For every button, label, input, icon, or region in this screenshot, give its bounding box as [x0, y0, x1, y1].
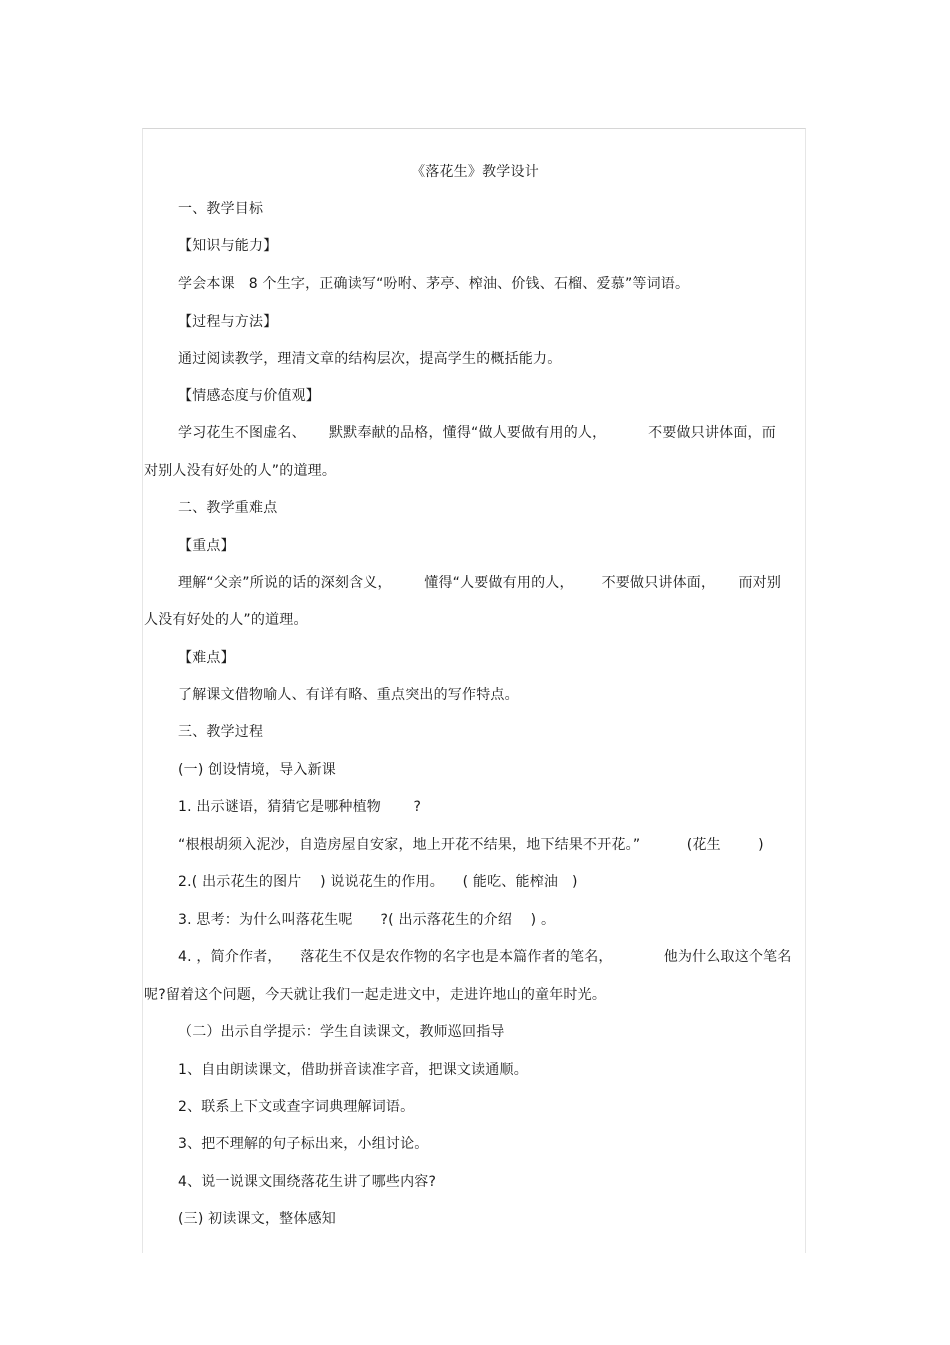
- subheading-difficulty: 【难点】: [178, 650, 235, 666]
- subheading-step-1: (一) 创设情境，导入新课: [178, 762, 336, 778]
- list-item-author-line1: 4. ，简介作者， 落花生不仅是农作物的名字也是本篇作者的笔名， 他为什么取这个笔名: [178, 949, 792, 965]
- document-title: 《落花生》教学设计: [411, 164, 539, 180]
- list-item-self-study-4: 4、说一说课文围绕落花生讲了哪些内容?: [178, 1174, 437, 1190]
- subheading-process: 【过程与方法】: [178, 314, 278, 330]
- list-item-self-study-3: 3、把不理解的句子标出来，小组讨论。: [178, 1136, 429, 1152]
- list-item-think: 3. 思考：为什么叫落花生呢 ?( 出示落花生的介绍 ) 。: [178, 912, 556, 928]
- list-item-picture: 2.( 出示花生的图片 ) 说说花生的作用。 ( 能吃、能榨油 ): [178, 874, 578, 890]
- section-heading-objectives: 一、教学目标: [178, 201, 264, 217]
- paragraph-difficulty: 了解课文借物喻人、有详有略、重点突出的写作特点。: [178, 687, 519, 703]
- subheading-emotion: 【情感态度与价值观】: [178, 388, 320, 404]
- paragraph-knowledge: 学会本课 8 个生字，正确读写“吩咐、茅亭、榨油、价钱、石榴、爱慕”等词语。: [178, 276, 690, 292]
- paragraph-emotion-line2: 对别人没有好处的人”的道理。: [144, 463, 337, 479]
- riddle-text: “根根胡须入泥沙，自造房屋自安家，地上开花不结果，地下结果不开花。” (花生 ): [178, 837, 764, 853]
- subheading-step-3: (三) 初读课文，整体感知: [178, 1211, 336, 1227]
- paragraph-focus-line1: 理解“父亲”所说的话的深刻含义， 懂得“人要做有用的人， 不要做只讲体面， 而对别: [178, 575, 782, 591]
- list-item-self-study-1: 1、自由朗读课文，借助拼音读准字音，把课文读通顺。: [178, 1062, 528, 1078]
- subheading-step-2: （二）出示自学提示：学生自读课文，教师巡回指导: [178, 1024, 505, 1040]
- list-item-author-line2: 呢?留着这个问题，今天就让我们一起走进文中，走进许地山的童年时光。: [144, 987, 607, 1003]
- list-item-riddle: 1. 出示谜语，猜猜它是哪种植物 ?: [178, 799, 422, 815]
- subheading-focus: 【重点】: [178, 538, 235, 554]
- section-heading-process: 三、教学过程: [178, 724, 264, 740]
- section-heading-keypoints: 二、教学重难点: [178, 500, 278, 516]
- paragraph-process: 通过阅读教学，理清文章的结构层次，提高学生的概括能力。: [178, 351, 562, 367]
- paragraph-focus-line2: 人没有好处的人”的道理。: [144, 612, 308, 628]
- paragraph-emotion-line1: 学习花生不图虚名、 默默奉献的品格，懂得“做人要做有用的人， 不要做只讲体面，而: [178, 425, 776, 441]
- subheading-knowledge: 【知识与能力】: [178, 238, 278, 254]
- list-item-self-study-2: 2、联系上下文或查字词典理解词语。: [178, 1099, 415, 1115]
